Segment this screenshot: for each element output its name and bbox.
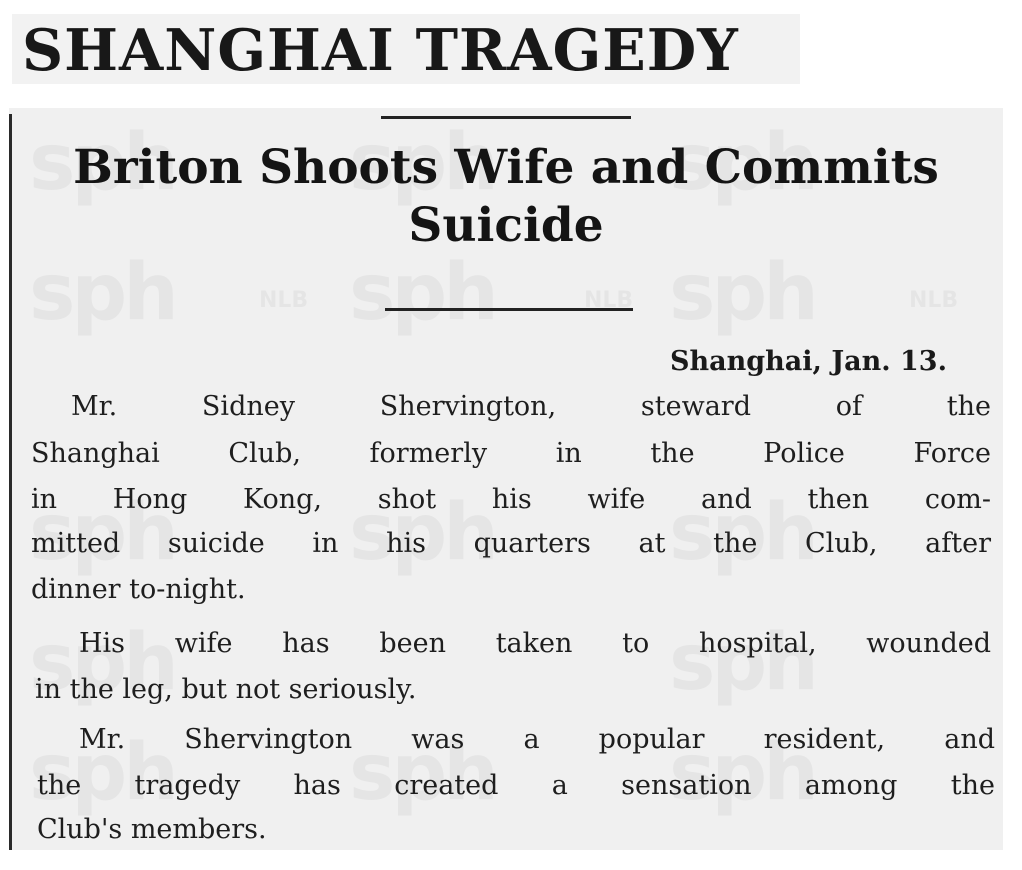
paragraph-1-line-2: Shanghai Club, formerly in the Police Force [31, 438, 991, 469]
paragraph-2-line-2: in the leg, but not seriously. [35, 674, 417, 705]
section-heading: SHANGHAI TRAGEDY [22, 17, 739, 84]
headline-top-rule [381, 116, 631, 119]
watermark-label [259, 288, 308, 313]
headline-line-1: Briton Shoots Wife and Commits [73, 140, 939, 195]
watermark-logo [349, 248, 495, 338]
watermark-label [909, 288, 958, 313]
watermark-logo [669, 248, 815, 338]
headline-bottom-rule [385, 308, 633, 311]
paragraph-1-line-3: in Hong Kong, shot his wife and then com- [31, 484, 991, 515]
watermark-logo [29, 248, 175, 338]
paragraph-3-line-1: Mr. Shervington was a popular resident, and [79, 724, 995, 755]
paragraph-1-line-1: Mr. Sidney Shervington, steward of the [71, 391, 991, 422]
headline-line-2: Suicide [408, 198, 604, 253]
paragraph-1-line-5: dinner to-night. [31, 574, 246, 605]
dateline: Shanghai, Jan. 13. [670, 346, 947, 377]
paragraph-2-line-1: His wife has been taken to hospital, wounded [79, 628, 991, 659]
paragraph-3-line-2: the tragedy has created a sensation among the [37, 770, 995, 801]
paragraph-1-line-4: mitted suicide in his quarters at the Club, after [31, 528, 991, 559]
newspaper-clipping [9, 108, 1003, 850]
paragraph-3-line-3: Club's members. [37, 814, 267, 845]
